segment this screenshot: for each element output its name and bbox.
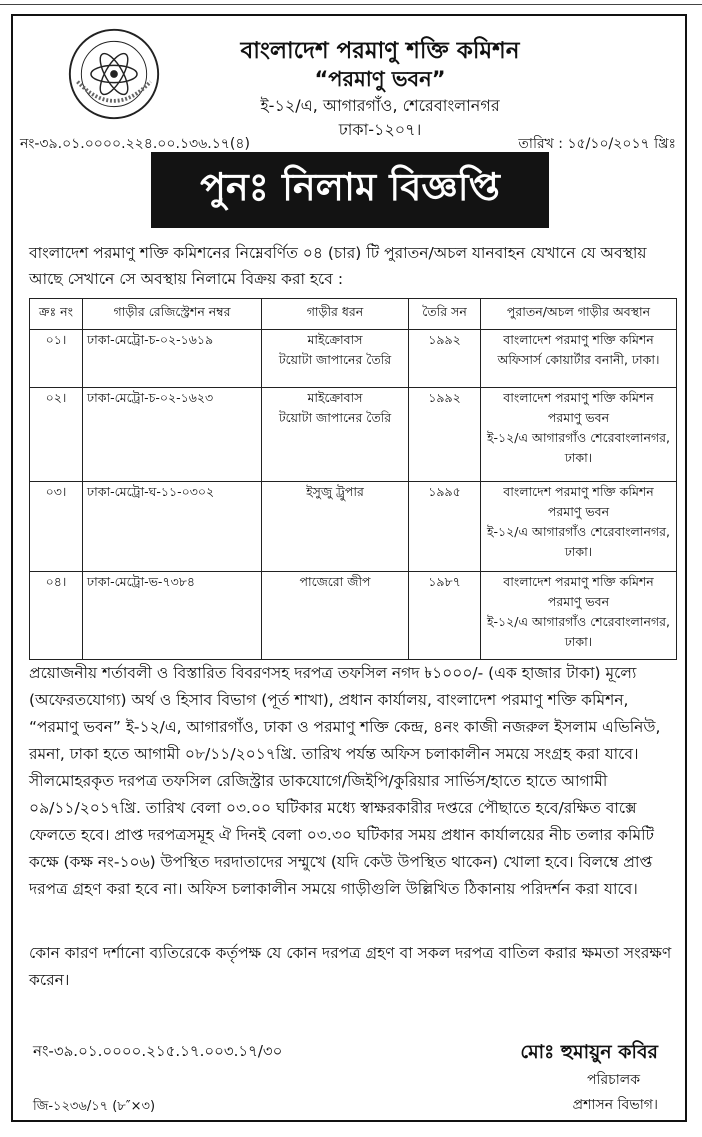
table-row <box>30 388 677 482</box>
col-type: গাড়ীর ধরন <box>262 299 409 330</box>
terms-paragraph: প্রয়োজনীয় শর্তাবলী ও বিস্তারিত বিবরণসহ দরপত্র তফসিল নগদ ৳১০০০/- (এক হাজার টাকা) মূল্যে (অফেরতযোগ্য) অর্থ ও হিসাব বিভাগ (পূর্ত শাখা), প্রধান কার্যালয়, বাংলাদেশ পরমাণু শক্তি কমিশন, “পরমাণু ভবন” ই-১২/এ, আগারগাঁও, ঢাকা ও পরমাণু শক্তি কেন্দ্র, ৪নং কাজী নজরুল ইসলাম এভিনিউ, রমনা, ঢাকা হতে আগামী ০৮/১১/২০১৭খ্রি. তারিখ পর্যন্ত অফিস চলাকালীন সময়ে সংগ্রহ করা যাবে। সীলমোহরকৃত দরপত্র তফসিল রেজিস্ট্রার ডাকযোগে/জিইপি/কুরিয়ার সার্ভিস/হাতে হাতে আগামী ০৯/১১/২০১৭খ্রি. তারিখ বেলা ০৩.০০ ঘটিকার মধ্যে স্বাক্ষরকারীর দপ্তরে পৌছাতে হবে/রক্ষিত বাক্সে ফেলতে হবে। প্রাপ্ত দরপত্রসমূহ ঐ দিনই বেলা ০৩.৩০ ঘটিকার সময় প্রধান কার্যালয়ের নীচ তলার কমিটি কক্ষে (কক্ষ নং-১০৬) উপস্থিত দরদাতাদের সম্মুখে (যদি কেউ উপস্থিত থাকেন) খোলা হবে। বিলম্বে প্রাপ্ত দরপত্র গ্রহণ করা হবে না। অফিস চলাকালীন সময়ে গাড়ীগুলি উল্লিখিত ঠিকানায় পরিদর্শন করা যাবে। <box>29 664 661 898</box>
row-location: বাংলাদেশ পরমাণু শক্তি কমিশন পরমাণু ভবন ই-১২/এ আগারগাঁও শেরেবাংলানগর, ঢাকা। <box>481 388 677 482</box>
col-year: তৈরি সন <box>409 299 481 330</box>
row-year: ১৯৯৫ <box>409 482 481 572</box>
row-location: বাংলাদেশ পরমাণু শক্তি কমিশন অফিসার্স কোয়ার্টার বনানী, ঢাকা। <box>481 330 677 388</box>
footer-memo-number: নং-৩৯.০১.০০০০.২১৫.১৭.০০৩.১৭/৩০ <box>33 1042 283 1060</box>
atom-seal-icon <box>66 26 162 122</box>
notice-title: পুনঃ নিলাম বিজ্ঞপ্তি <box>200 165 500 209</box>
row-year: ১৯৮৭ <box>409 572 481 660</box>
table-header-row <box>30 299 677 330</box>
address-line: ই-১২/এ, আগারগাঁও, শেরেবাংলানগর <box>260 96 500 115</box>
table-row <box>30 330 677 388</box>
row-type: মাইক্রোবাস টয়োটা জাপানের তৈরি <box>262 330 409 388</box>
table-row <box>30 572 677 660</box>
advert-code: জি-১২৩৬/১৭ (৮″×৩) <box>33 1099 156 1114</box>
city-line: ঢাকা-১২০৭। <box>338 120 422 139</box>
row-location: বাংলাদেশ পরমাণু শক্তি কমিশন পরমাণু ভবন ই-১২/এ আগারগাঁও শেরেবাংলানগর, ঢাকা। <box>481 482 677 572</box>
col-serial: ক্রঃ নং <box>30 299 83 330</box>
intro-text: বাংলাদেশ পরমাণু শক্তি কমিশনের নিম্নেবর্ণিত ০৪ (চার) টি পুরাতন/অচল যানবাহন যেখানে যে অবস্থায় আছে সেখানে সে অবস্থায় নিলামে বিক্রয় করা হবে : <box>29 244 647 288</box>
memo-number: নং-৩৯.০১.০০০০.২২৪.০০.১৩৬.১৭(৪) <box>20 136 250 152</box>
signatory-name: মোঃ হুমায়ুন কবির <box>520 1041 658 1063</box>
org-name: বাংলাদেশ পরমাণু শক্তি কমিশন <box>240 38 520 64</box>
row-serial: ০২। <box>30 388 83 482</box>
row-year: ১৯৯২ <box>409 330 481 388</box>
row-type: ইসুজু ট্রুপার <box>262 482 409 572</box>
building-name: “পরমাণু ভবন” <box>314 67 446 91</box>
row-type: মাইক্রোবাস টয়োটা জাপানের তৈরি <box>262 388 409 482</box>
row-registration: ঢাকা-মেট্রো-চ-০২-১৬১৯ <box>83 330 262 388</box>
row-type: পাজেরো জীপ <box>262 572 409 660</box>
vehicle-table <box>29 298 677 660</box>
notice-date: তারিখ : ১৫/১০/২০১৭ খ্রিঃ <box>518 136 676 152</box>
row-registration: ঢাকা-মেট্রো-ঘ-১১-০৩০২ <box>83 482 262 572</box>
row-serial: ০১। <box>30 330 83 388</box>
reservation-paragraph: কোন কারণ দর্শানো ব্যতিরেকে কর্তৃপক্ষ যে কোন দরপত্র গ্রহণ বা সকল দরপত্র বাতিল করার ক্ষমতা সংরক্ষণ করেন। <box>29 944 672 989</box>
row-registration: ঢাকা-মেট্রো-ভ-৭৩৮৪ <box>83 572 262 660</box>
row-serial: ০৪। <box>30 572 83 660</box>
row-year: ১৯৯২ <box>409 388 481 482</box>
col-registration: গাড়ীর রেজিস্ট্রেশন নম্বর <box>83 299 262 330</box>
notice-title-banner <box>151 152 549 228</box>
row-location: বাংলাদেশ পরমাণু শক্তি কমিশন পরমাণু ভবন ই-১২/এ আগারগাঁও শেরেবাংলানগর, ঢাকা। <box>481 572 677 660</box>
row-registration: ঢাকা-মেট্রো-চ-০২-১৬২৩ <box>83 388 262 482</box>
row-serial: ০৩। <box>30 482 83 572</box>
signatory-department: প্রশাসন বিভাগ। <box>572 1097 658 1113</box>
table-row <box>30 482 677 572</box>
col-location: পুরাতন/অচল গাড়ীর অবস্থান <box>481 299 677 330</box>
signatory-designation: পরিচালক <box>586 1072 640 1088</box>
top-rule <box>0 0 702 5</box>
